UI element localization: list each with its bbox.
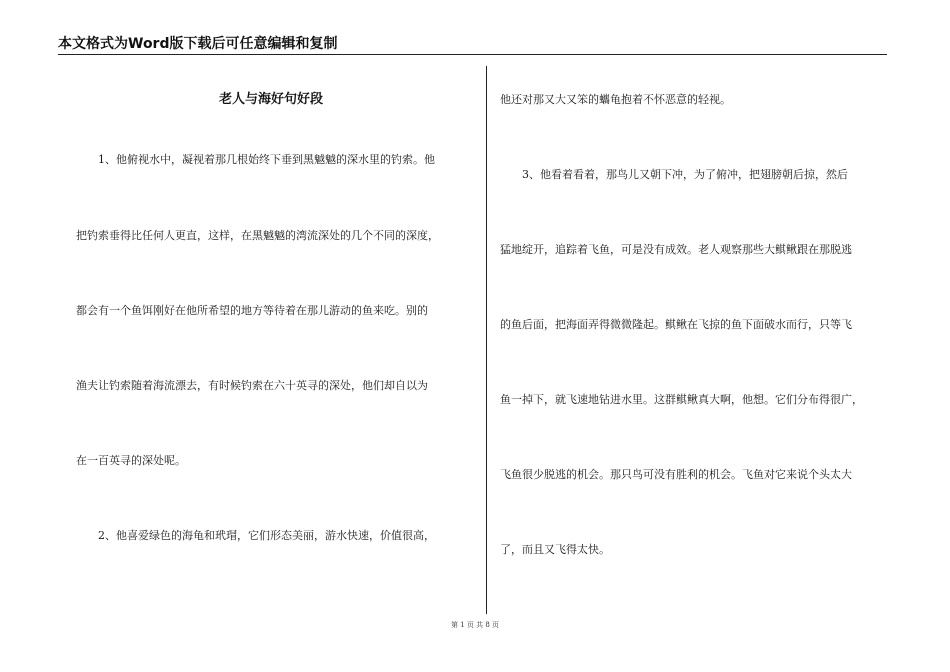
page-number: 第 1 页 共 8 页 [450,621,500,629]
paragraph-line: 在一百英寻的深处呢。 [76,454,186,467]
paragraph-line: 都会有一个鱼饵刚好在他所希望的地方等待着在那儿游动的鱼来吃。别的 [76,304,428,317]
paragraph-line: 3、他看着看着，那鸟儿又朝下冲，为了俯冲，把翅膀朝后掠，然后 [522,168,848,181]
document-banner: 本文格式为Word版下载后可任意编辑和复制 [58,36,338,52]
header-rule [58,54,887,55]
paragraph-line: 了，而且又飞得太快。 [500,543,610,556]
paragraph-line: 1、他俯视水中，凝视着那几根始终下垂到黑魆魆的深水里的钓索。他 [98,153,435,166]
document-title: 老人与海好句好段 [218,92,323,107]
paragraph-line: 的鱼后面，把海面弄得微微隆起。鲯鳅在飞掠的鱼下面破水而行，只等飞 [500,318,852,331]
paragraph-line: 猛地绽开，追踪着飞鱼，可是没有成效。老人观察那些大鲯鳅跟在那脱逃 [500,243,852,256]
column-divider [486,66,487,614]
paragraph-line: 飞鱼很少脱逃的机会。那只鸟可没有胜利的机会。飞鱼对它来说个头太大 [500,468,852,481]
paragraph-line: 把钓索垂得比任何人更直，这样，在黑魆魆的湾流深处的几个不同的深度， [76,229,439,242]
paragraph-line: 鱼一掉下，就飞速地钻进水里。这群鲯鳅真大啊，他想。它们分布得很广， [500,393,863,406]
paragraph-line: 2、他喜爱绿色的海龟和玳瑁，它们形态美丽，游水快速，价值很高， [98,529,435,542]
paragraph-line: 他还对那又大又笨的蠵龟抱着不怀恶意的轻视。 [500,93,731,106]
paragraph-line: 渔夫让钓索随着海流漂去，有时候钓索在六十英寻的深处，他们却自以为 [76,379,428,392]
